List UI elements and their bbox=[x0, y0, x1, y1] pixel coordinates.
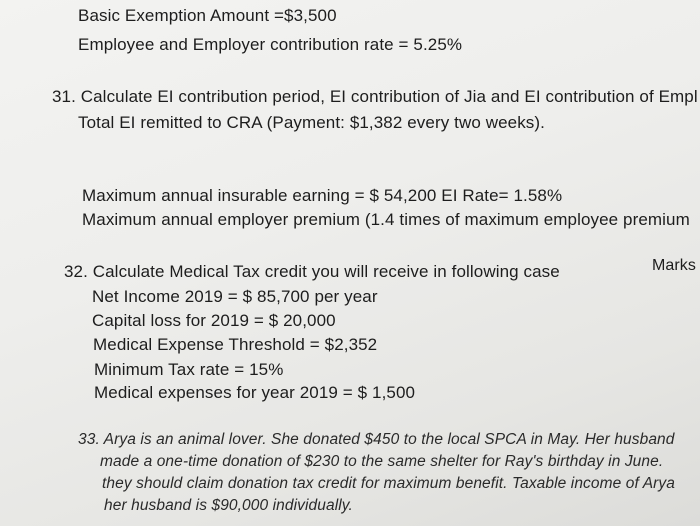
basic-exemption-text: Basic Exemption Amount =$3,500 bbox=[78, 6, 337, 25]
question-32-heading: 32. Calculate Medical Tax credit you will receive in following case bbox=[64, 262, 560, 281]
question-31-heading: 31. Calculate EI contribution period, EI contribution of Jia and EI contribution of Empl bbox=[52, 87, 698, 106]
contribution-rate-text: Employee and Employer contribution rate = 5.25% bbox=[78, 35, 463, 54]
question-31-subline: Total EI remitted to CRA (Payment: $1,382 every two weeks). bbox=[78, 113, 545, 132]
question-33-line-2: made a one-time donation of $230 to the same shelter for Ray's birthday in June. bbox=[100, 453, 664, 470]
list-item: Net Income 2019 = $ 85,700 per year bbox=[92, 287, 378, 306]
list-item: Minimum Tax rate = 15% bbox=[94, 360, 284, 379]
insurable-earning-text: Maximum annual insurable earning = $ 54,200 EI Rate= 1.58% bbox=[82, 186, 563, 205]
question-33-line-1: 33. Arya is an animal lover. She donated $450 to the local SPCA in May. Her husband bbox=[78, 431, 675, 448]
list-item: Medical Expense Threshold = $2,352 bbox=[93, 335, 378, 354]
list-item: Medical expenses for year 2019 = $ 1,500 bbox=[94, 383, 416, 402]
employer-premium-text: Maximum annual employer premium (1.4 times of maximum employee premium bbox=[82, 210, 690, 229]
list-item: Capital loss for 2019 = $ 20,000 bbox=[92, 311, 336, 330]
question-33-line-4: her husband is $90,000 individually. bbox=[104, 497, 353, 514]
question-33-line-3: they should claim donation tax credit for maximum benefit. Taxable income of Arya bbox=[102, 475, 675, 492]
marks-label: Marks bbox=[651, 257, 696, 274]
